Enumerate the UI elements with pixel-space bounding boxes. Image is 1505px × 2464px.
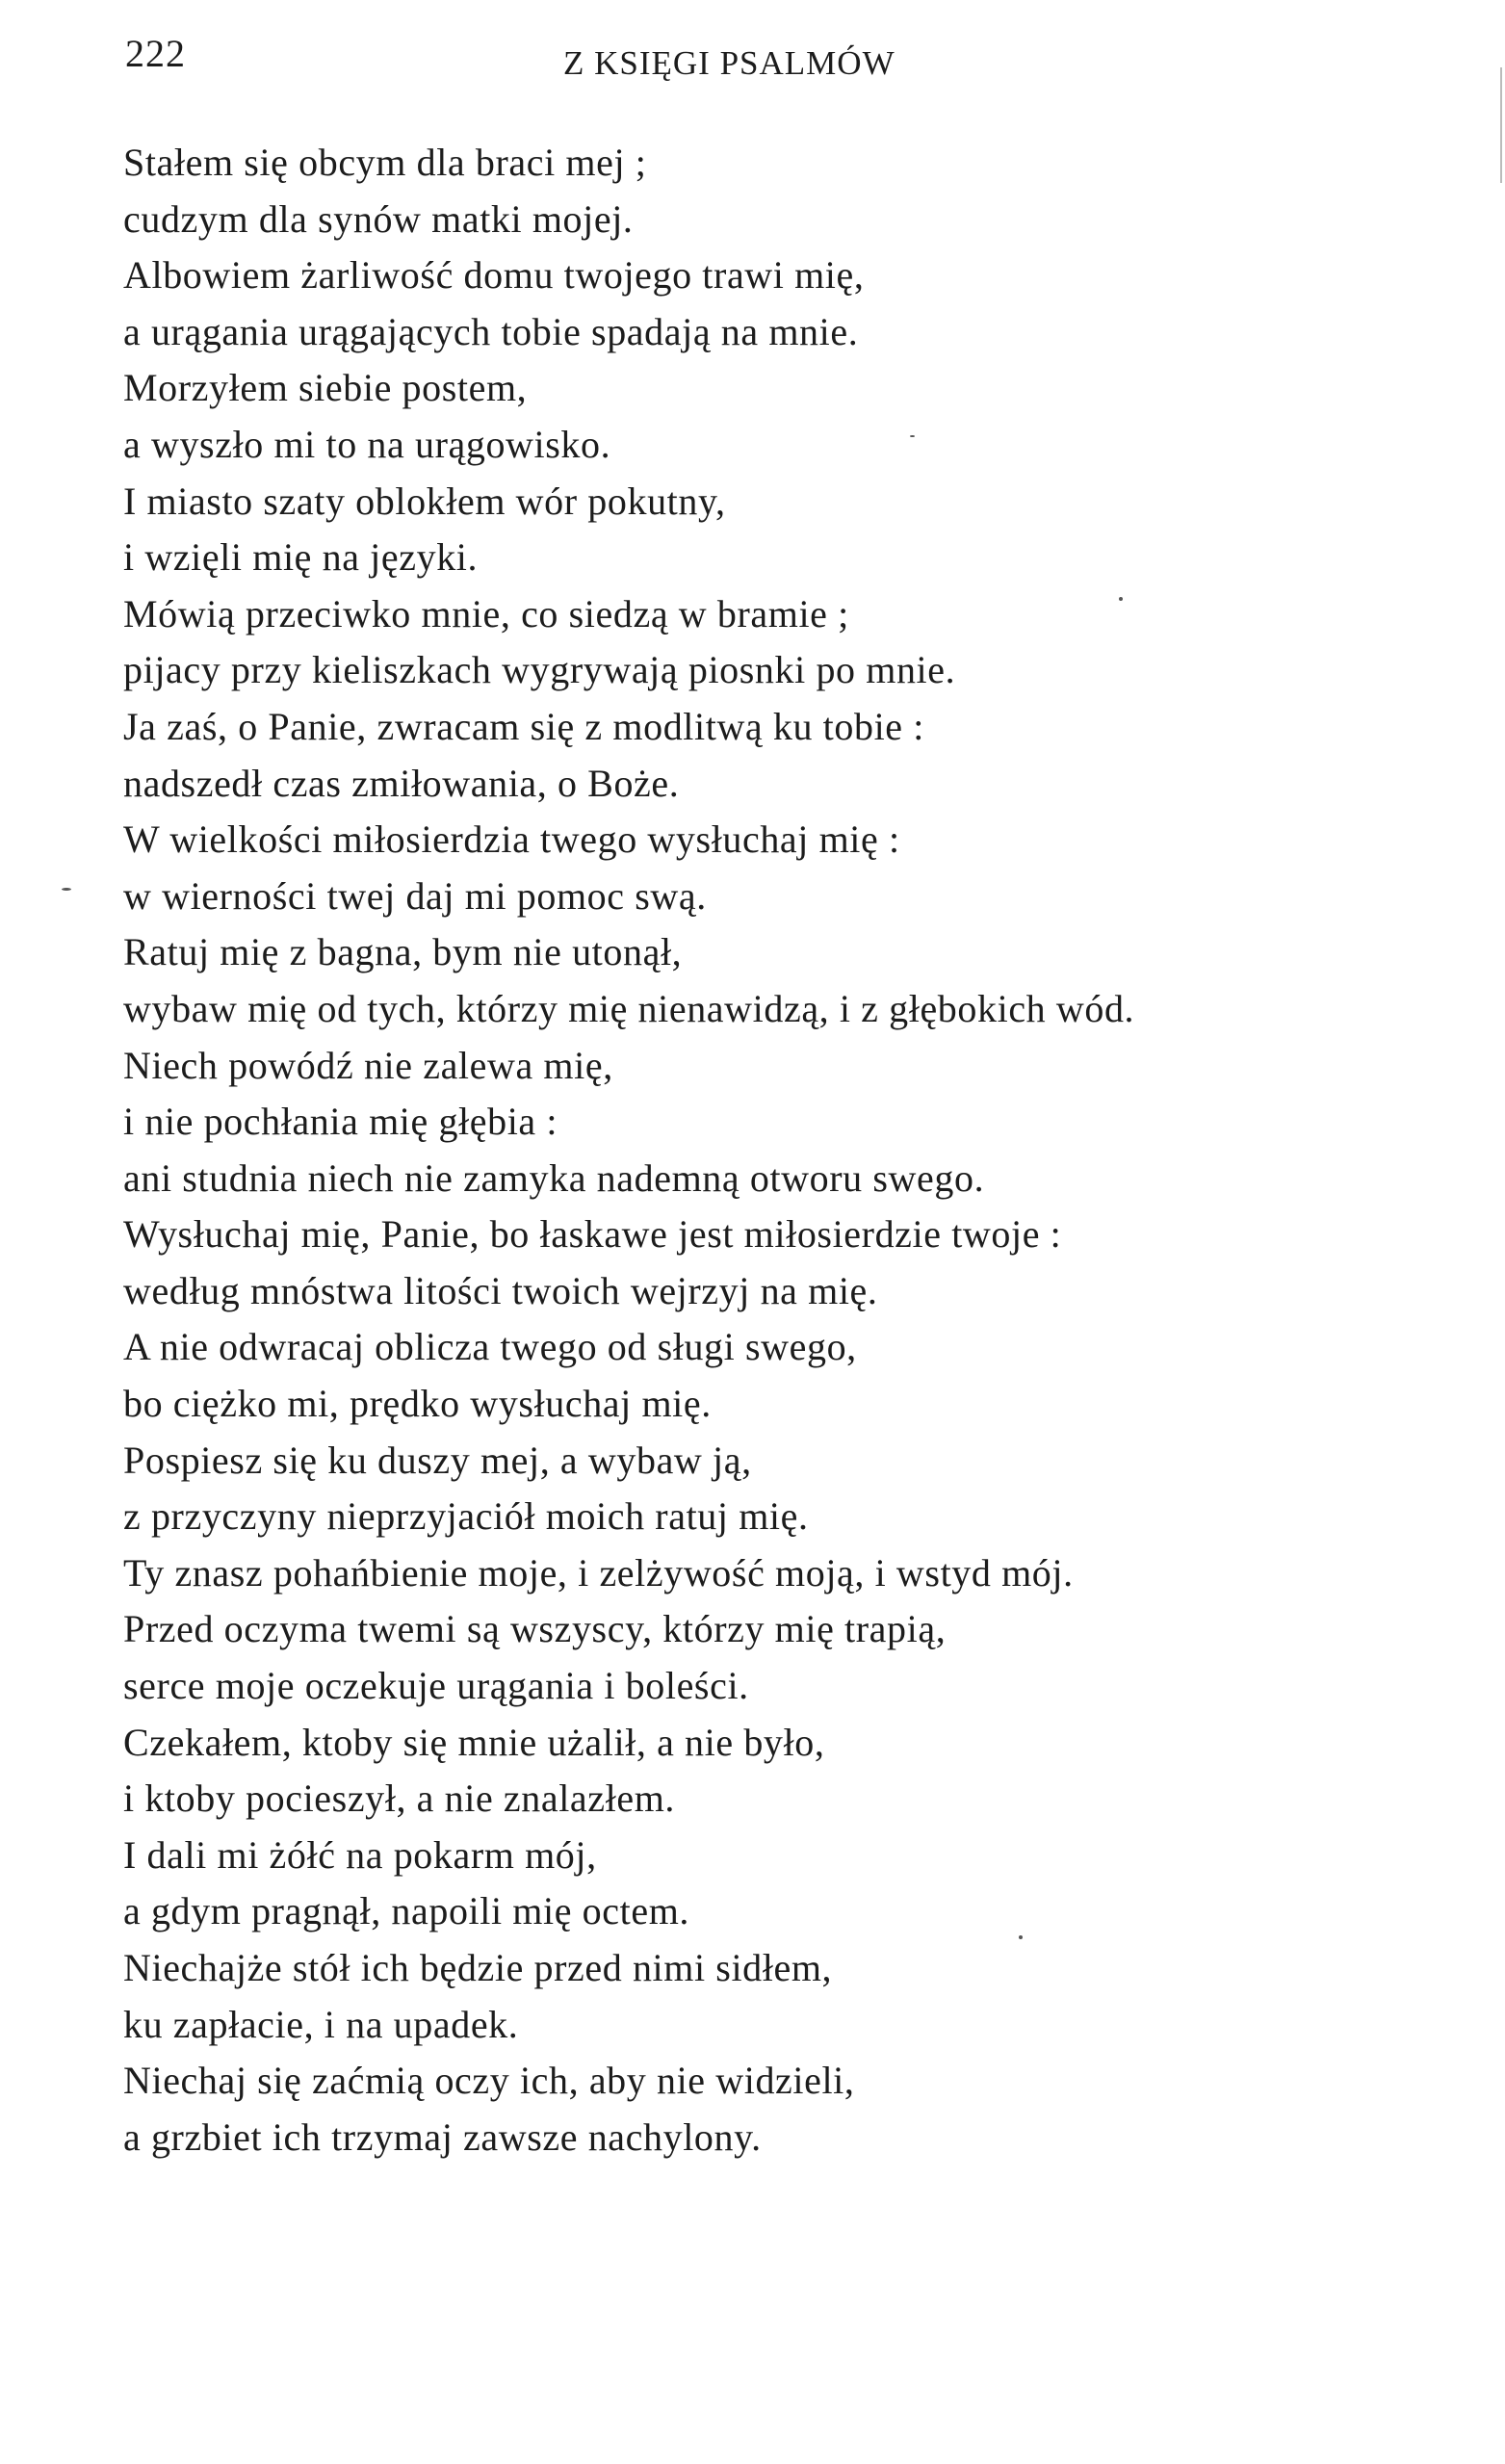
verse-line: cudzym dla synów matki mojej. bbox=[123, 196, 634, 241]
verse-line: ku zapłacie, i na upadek. bbox=[123, 2002, 519, 2046]
verse-line: I miasto szaty oblokłem wór pokutny, bbox=[123, 479, 726, 523]
verse-line: Pospiesz się ku duszy mej, a wybaw ją, bbox=[123, 1438, 752, 1482]
verse-line: i nie pochłania mię głębia : bbox=[123, 1100, 558, 1144]
print-speck bbox=[1019, 1935, 1023, 1939]
verse-line: Niechaj się zaćmią oczy ich, aby nie widzieli, bbox=[123, 2059, 855, 2103]
print-speck bbox=[62, 888, 71, 891]
verse-line: Niech powódź nie zalewa mię, bbox=[123, 1043, 613, 1087]
page-number: 222 bbox=[125, 32, 186, 75]
verse-line: Przed oczyma twemi są wszyscy, którzy mię trapią, bbox=[123, 1607, 947, 1651]
verse-line: a gdym pragnął, napoili mię octem. bbox=[123, 1889, 690, 1933]
verse-line: A nie odwracaj oblicza twego od sługi swego, bbox=[123, 1325, 857, 1369]
verse-line: Stałem się obcym dla braci mej ; bbox=[123, 141, 647, 184]
verse-line: serce moje oczekuje urągania i boleści. bbox=[123, 1664, 749, 1708]
verse-line: i wzięli mię na języki. bbox=[123, 535, 479, 580]
verse-line: a grzbiet ich trzymaj zawsze nachylony. bbox=[123, 2114, 762, 2159]
verse-line: W wielkości miłosierdzia twego wysłuchaj mię : bbox=[123, 817, 900, 862]
verse-line: Ja zaś, o Panie, zwracam się z modlitwą ku tobie : bbox=[123, 704, 924, 748]
print-speck bbox=[1119, 597, 1123, 601]
verse-line: Czekałem, ktoby się mnie użalił, a nie było, bbox=[123, 1720, 825, 1764]
verse-line: a wyszło mi to na urągowisko. bbox=[123, 422, 611, 466]
verse-line: i ktoby pocieszył, a nie znalazłem. bbox=[123, 1777, 676, 1821]
verse-line: Mówią przeciwko mnie, co siedzą w bramie ; bbox=[123, 591, 849, 635]
verse-line: a urągania urągających tobie spadają na mnie. bbox=[123, 309, 859, 353]
verse-line: z przyczyny nieprzyjaciół moich ratuj mię. bbox=[123, 1494, 809, 1539]
verse-line: Niechajże stół ich będzie przed nimi sidłem, bbox=[123, 1946, 833, 1989]
verse-line: w wierności twej daj mi pomoc swą. bbox=[123, 873, 707, 918]
verse-line: I dali mi żółć na pokarm mój, bbox=[123, 1832, 597, 1877]
psalm-text bbox=[123, 135, 1404, 2166]
page-edge-mark bbox=[1500, 67, 1502, 183]
verse-line: Ty znasz pohańbienie moje, i zelżywość moją, i wstyd mój. bbox=[123, 1550, 1074, 1595]
verse-line: Wysłuchaj mię, Panie, bo łaskawe jest miłosierdzie twoje : bbox=[123, 1212, 1062, 1257]
verse-line: ani studnia niech nie zamyka nademną otworu swego. bbox=[123, 1155, 985, 1200]
verse-line: bo ciężko mi, prędko wysłuchaj mię. bbox=[123, 1382, 712, 1426]
print-speck bbox=[910, 435, 915, 437]
verse-line: nadszedł czas zmiłowania, o Boże. bbox=[123, 761, 680, 805]
verse-line: pijacy przy kieliszkach wygrywają piosnki po mnie. bbox=[123, 648, 956, 692]
running-title: Z KSIĘGI PSALMÓW bbox=[563, 44, 895, 82]
verse-line: Ratuj mię z bagna, bym nie utonął, bbox=[123, 930, 683, 974]
verse-line: Morzyłem siebie postem, bbox=[123, 366, 528, 410]
verse-line: wybaw mię od tych, którzy mię nienawidzą, i z głębokich wód. bbox=[123, 986, 1135, 1030]
verse-line: Albowiem żarliwość domu twojego trawi mię, bbox=[123, 253, 865, 298]
verse-line: według mnóstwa litości twoich wejrzyj na mię. bbox=[123, 1268, 878, 1312]
